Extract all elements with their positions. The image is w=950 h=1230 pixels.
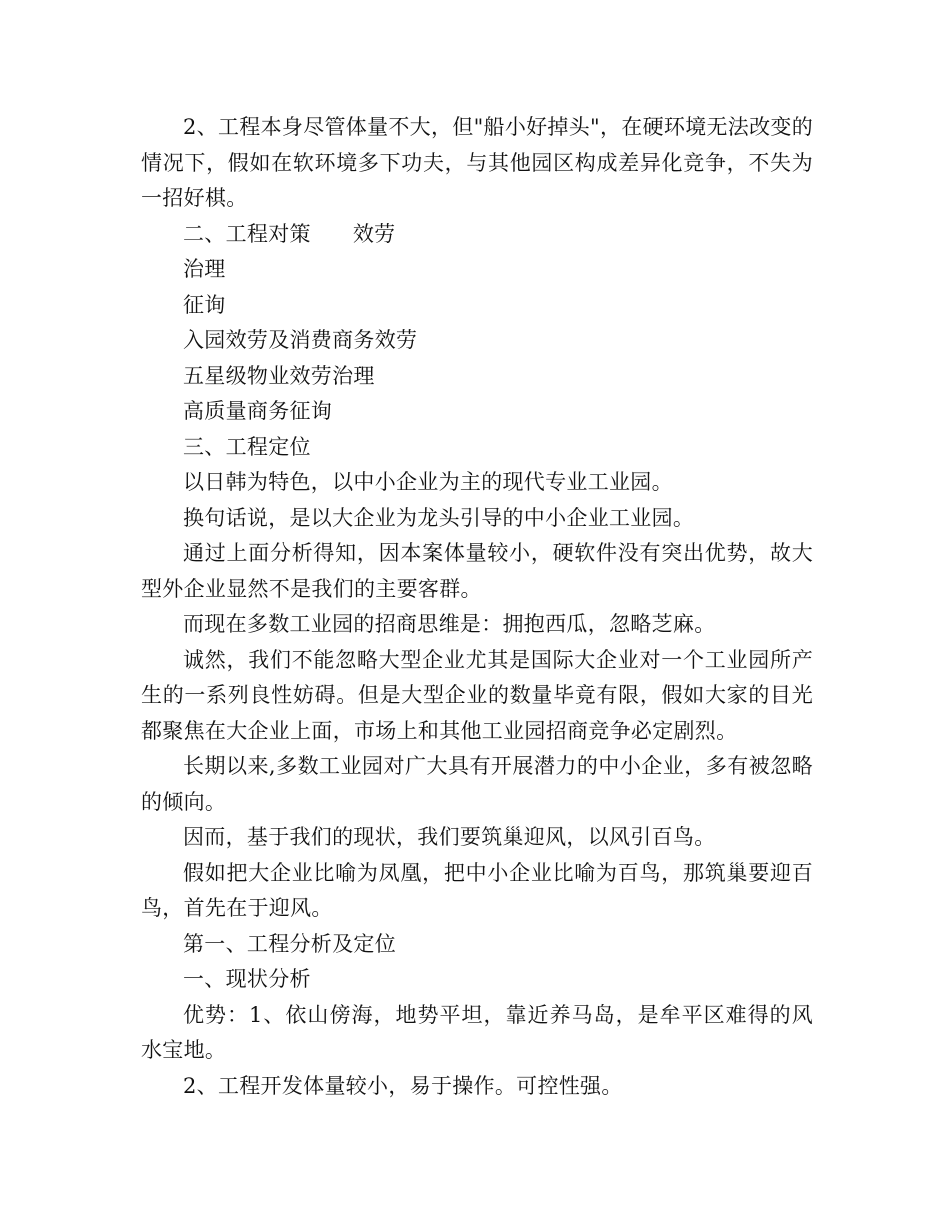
document-page [141, 110, 813, 1104]
paragraph-5: 入园效劳及消费商务效劳 [183, 328, 418, 352]
paragraph-14: 长期以来,多数工业园对广大具有开展潜力的中小企业，多有被忽略的倾向。 [141, 754, 813, 814]
paragraph-4: 征询 [183, 292, 226, 317]
paragraph-10: 换句话说，是以大企业为龙头引导的中小企业工业园。 [183, 505, 695, 530]
paragraph-13: 诚然，我们不能忽略大型企业尤其是国际大企业对一个工业园所产生的一系列良性妨碍。但是大型企业的数量毕竟有限，假如大家的目光都聚焦在大企业上面，市场上和其他工业园招商竞争必定剧烈。 [141, 647, 813, 743]
paragraph-6: 五星级物业效劳治理 [183, 363, 375, 388]
paragraph-17: 第一、工程分析及定位 [183, 931, 396, 956]
paragraph-15: 因而，基于我们的现状，我们要筑巢迎风，以风引百鸟。 [183, 825, 716, 849]
paragraph-2 [141, 217, 813, 253]
paragraph-7: 高质量商务征询 [183, 399, 333, 423]
paragraph-3: 治理 [183, 257, 226, 281]
paragraph-2-tail: 效劳 [352, 221, 396, 246]
paragraph-20: 2、工程开发体量较小，易于操作。可控性强。 [183, 1073, 623, 1098]
paragraph-1: 2、工程本身尽管体量不大，但"船小好掉头"，在硬环境无法改变的情况下，假如在软环境多下功夫，与其他园区构成差异化竞争，不失为一招好棋。 [141, 115, 813, 210]
paragraph-11: 通过上面分析得知，因本案体量较小，硬软件没有突出优势，故大型外企业显然不是我们的主要客群。 [141, 541, 813, 601]
paragraph-9: 以日韩为特色，以中小企业为主的现代专业工业园。 [183, 470, 673, 494]
paragraph-19: 优势：1、依山傍海，地势平坦，靠近养马岛，是牟平区难得的风水宝地。 [141, 1002, 813, 1062]
paragraph-18: 一、现状分析 [183, 967, 311, 991]
paragraph-2-heading: 二、工程对策 [183, 221, 311, 246]
paragraph-12: 而现在多数工业园的招商思维是：拥抱西瓜，忽略芝麻。 [183, 612, 716, 636]
paragraph-8: 三、工程定位 [183, 434, 311, 459]
paragraph-16: 假如把大企业比喻为凤凰，把中小企业比喻为百鸟，那筑巢要迎百鸟，首先在于迎风。 [141, 860, 813, 920]
